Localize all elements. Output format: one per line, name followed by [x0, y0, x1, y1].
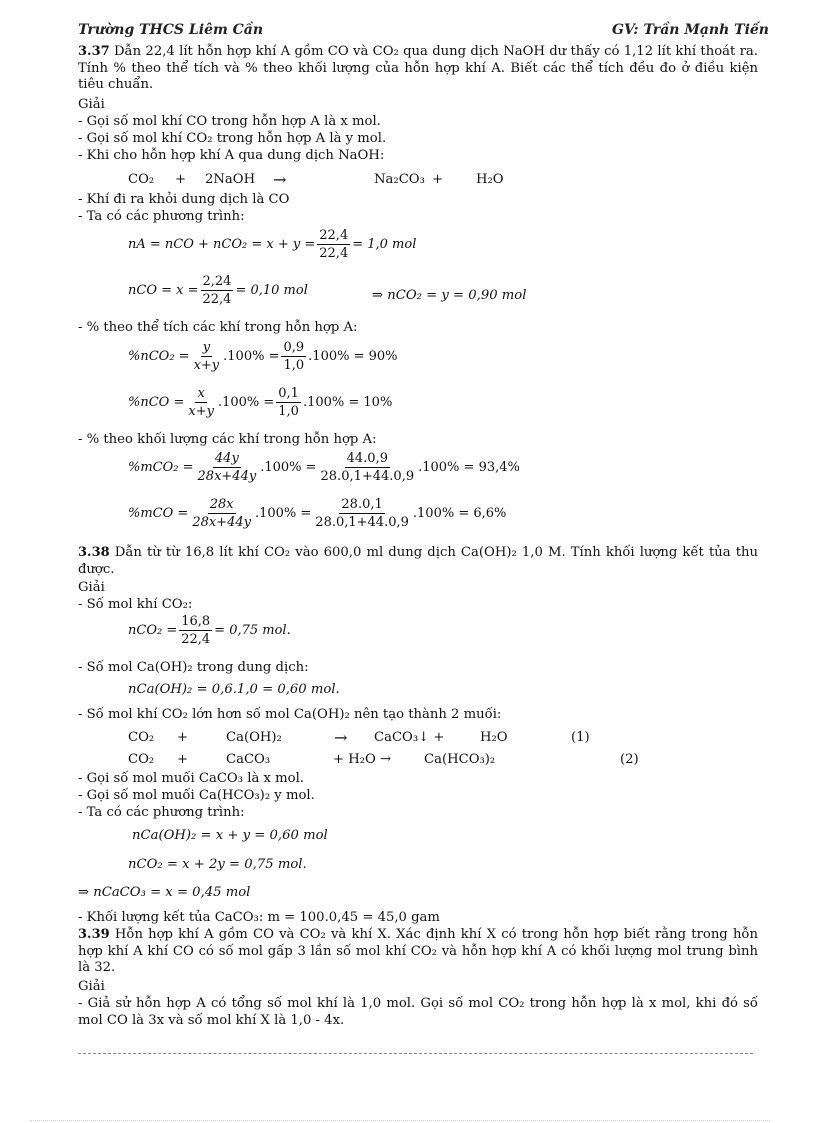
text-line: - % theo khối lượng các khí trong hỗn hợp A:	[78, 432, 377, 447]
footer-divider	[78, 1053, 753, 1054]
equation-sum-2: nCO₂ = x + 2y = 0,75 mol.	[128, 857, 307, 872]
equation-percent-volume-co2: %nCO₂ = $\frac{y}{x+y}$ .100% = $\frac{0,9}{1,0}$ .100% = 90%	[128, 340, 398, 373]
solution-label: Giải	[78, 979, 105, 994]
equation-ncaco3: ⇒ nCaCO₃ = x = 0,45 mol	[78, 885, 251, 900]
equation-percent-mass-co2: %mCO₂ = $\frac{44y}{28x+44y}$ .100% = $\frac{44.0,9}{28.0,1+44.0,9}$ .100% = 93,4%	[128, 451, 520, 484]
text-line: - Số mol Ca(OH)₂ trong dung dịch:	[78, 660, 309, 675]
text-line: - Gọi số mol khí CO₂ trong hỗn hợp A là y mol.	[78, 131, 387, 146]
reaction-term: +	[175, 172, 187, 187]
text-line: - Gọi số mol muối Ca(HCO₃)₂ y mol.	[78, 788, 315, 803]
reaction-term: Na₂CO₃	[374, 172, 425, 187]
problem-text: Hỗn hợp khí A gồm CO và CO₂ và khí X. Xác định khí X có trong hỗn hợp biết rằng trong hỗn hợp khí A khí CO có số mol gấp 3 lần số mol khí CO₂ và hỗn hợp khí A có khối lượng mol trung bình là 32.	[78, 927, 758, 976]
equation-sum-1: nCa(OH)₂ = x + y = 0,60 mol	[132, 828, 328, 843]
text-line: - % theo thể tích các khí trong hỗn hợp A:	[78, 320, 358, 335]
problem-text: Dẫn từ từ 16,8 lít khí CO₂ vào 600,0 ml dung dịch Ca(OH)₂ 1,0 M. Tính khối lượng kết tủa thu được.	[78, 545, 758, 577]
text-line: - Ta có các phương trình:	[78, 805, 245, 820]
reaction-term: +	[432, 172, 444, 187]
header-school: Trường THCS Liêm Cần	[78, 22, 264, 38]
problem-number: 3.38	[78, 545, 110, 560]
reaction-term: CO₂	[128, 172, 155, 187]
reaction-term: 2NaOH	[205, 172, 256, 187]
page-bottom-rule	[30, 1120, 770, 1121]
solution-label: Giải	[78, 97, 105, 112]
problem-3-38	[78, 545, 758, 578]
problem-number: 3.39	[78, 927, 110, 942]
problem-3-39	[78, 927, 758, 977]
equation-nco: nCO = x = $\frac{2,24}{22,4}$ = 0,10 mol	[128, 274, 308, 307]
reaction-term: H₂O	[476, 172, 504, 187]
problem-number: 3.37	[78, 44, 110, 59]
equation-ncaoh2: nCa(OH)₂ = 0,6.1,0 = 0,60 mol.	[128, 682, 340, 697]
text-line: - Gọi số mol muối CaCO₃ là x mol.	[78, 771, 304, 786]
header-teacher: GV: Trần Mạnh Tiến	[612, 22, 769, 38]
problem-text: Dẫn 22,4 lít hỗn hợp khí A gồm CO và CO₂ qua dung dịch NaOH dư thấy có 1,12 lít khí thoát ra. Tính % theo thể tích và % theo khối lượng của hỗn hợp khí A. Biết các thể tích đều đo ở điều kiện tiêu chuẩn.	[78, 44, 758, 93]
text-line: - Gọi số mol khí CO trong hỗn hợp A là x mol.	[78, 114, 381, 129]
text-line: - Số mol khí CO₂:	[78, 597, 193, 612]
solution-label: Giải	[78, 580, 105, 595]
text-line: - Ta có các phương trình:	[78, 209, 245, 224]
problem-3-37	[78, 44, 758, 94]
reaction-arrow: →	[334, 728, 348, 747]
text-line: - Số mol khí CO₂ lớn hơn số mol Ca(OH)₂ nên tạo thành 2 muối:	[78, 707, 502, 722]
reaction-arrow: →	[273, 170, 287, 189]
text-line: - Khối lượng kết tủa CaCO₃: m = 100.0,45 = 45,0 gam	[78, 910, 440, 925]
equation-percent-mass-co: %mCO = $\frac{28x}{28x+44y}$ .100% = $\frac{28.0,1}{28.0,1+44.0,9}$ .100% = 6,6%	[128, 497, 507, 530]
equation-na: nA = nCO + nCO₂ = x + y = $\frac{22,4}{22,4}$ = 1,0 mol	[128, 228, 417, 261]
equation-nco2: nCO₂ = $\frac{16,8}{22,4}$ = 0,75 mol.	[128, 614, 291, 647]
text-line: - Giả sử hỗn hợp A có tổng số mol khí là 1,0 mol. Gọi số mol CO₂ trong hỗn hợp là x mol, khi đó số mol CO là 3x và số mol khí X là 1,0 - 4x.	[78, 996, 758, 1028]
text-line: - Khi cho hỗn hợp khí A qua dung dịch NaOH:	[78, 148, 385, 163]
equation-percent-volume-co: %nCO = $\frac{x}{x+y}$ .100% = $\frac{0,1}{1,0}$ .100% = 10%	[128, 386, 393, 419]
text-line: - Khí đi ra khỏi dung dịch là CO	[78, 192, 290, 207]
equation-nco2: ⇒ nCO₂ = y = 0,90 mol	[372, 288, 527, 303]
